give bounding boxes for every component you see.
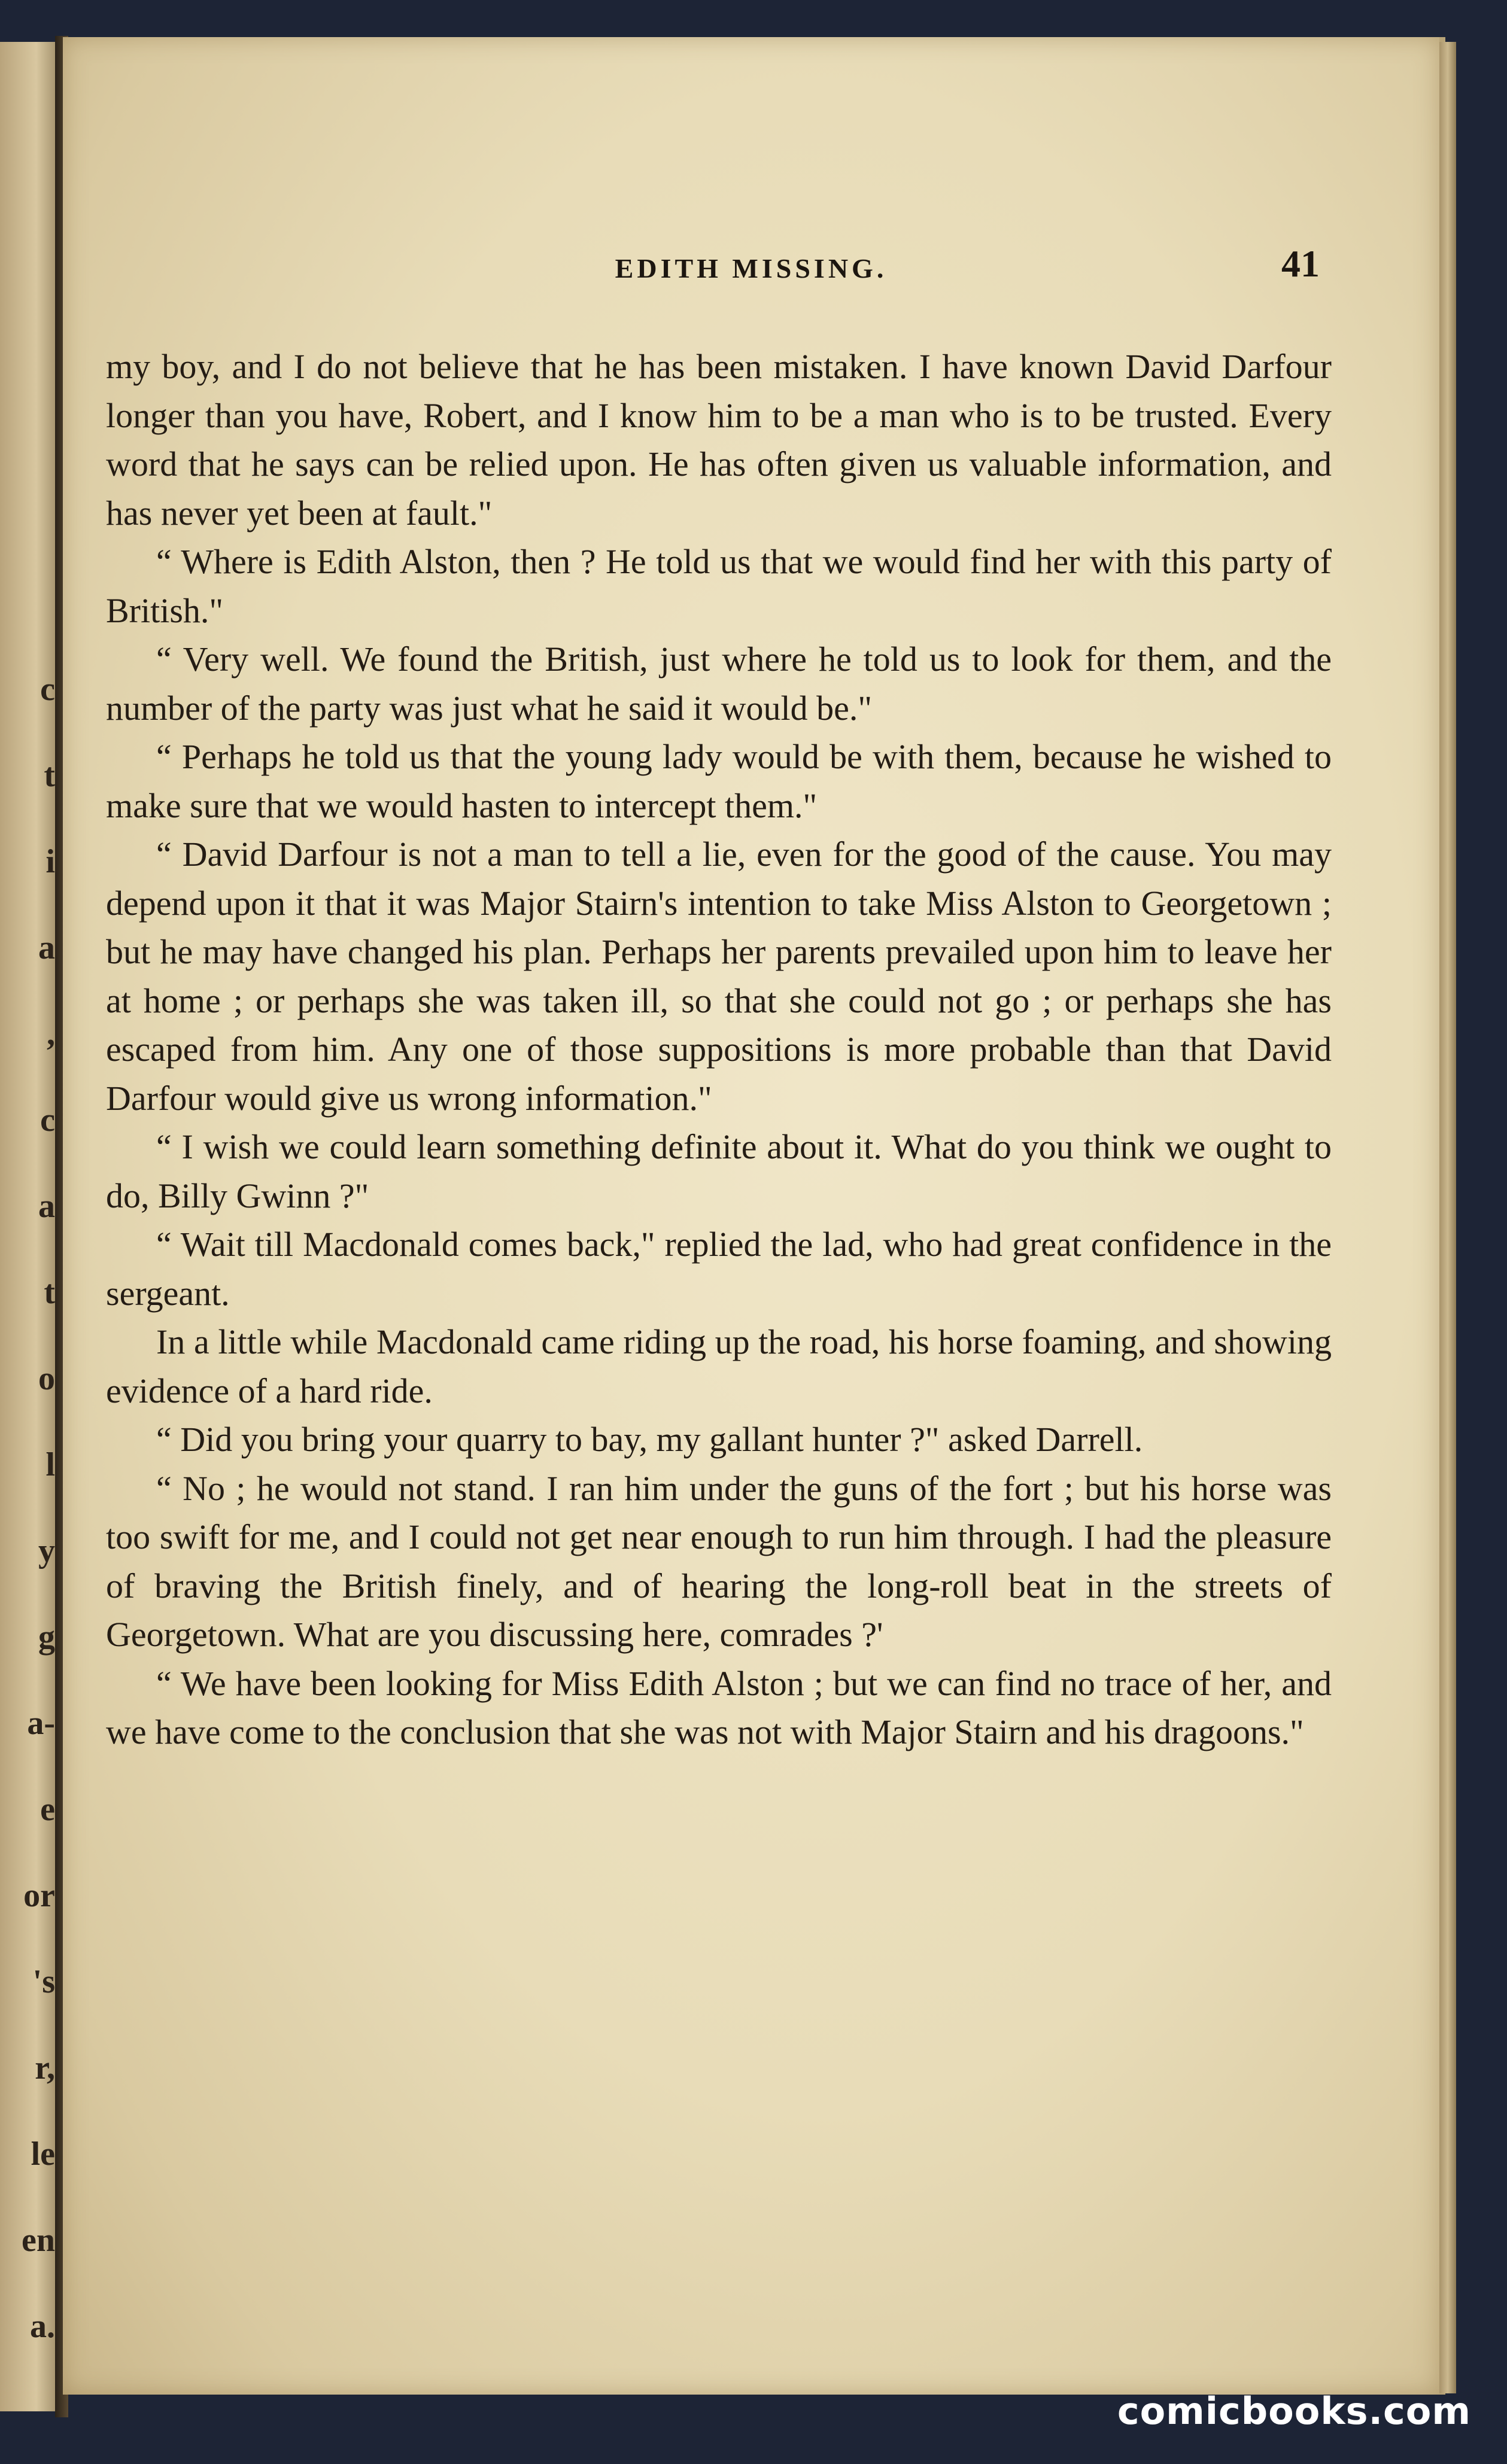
left-page-glyph: 's <box>32 1963 55 2000</box>
watermark-logo: comicbooks.com <box>1117 2389 1471 2433</box>
left-page-glyph: a <box>38 1188 55 1225</box>
paragraph: “ Wait till Macdonald comes back," replied the lad, who had great confidence in the sergeant. <box>106 1225 1332 1313</box>
running-head: EDITH MISSING. <box>615 253 888 284</box>
paragraph: my boy, and I do not believe that he has been mistaken. I have known David Darfour longer than you have, Robert, and I know him to be a man who is to be trusted. Every word that he says can be relied upon. He has often given us valuable information, and has never yet been at fault." <box>106 347 1332 533</box>
left-page-glyph: a <box>38 929 55 966</box>
left-page-glyph: le <box>31 2136 55 2173</box>
paragraph: “ Did you bring your quarry to bay, my gallant hunter ?" asked Darrell. <box>156 1420 1143 1459</box>
left-page-glyph: , <box>47 1015 55 1052</box>
left-page-glyph: c <box>40 671 55 708</box>
body-text <box>106 342 1332 1757</box>
paragraph: In a little while Macdonald came riding up the road, his horse foaming, and showing evidence of a hard ride. <box>106 1322 1332 1410</box>
left-page-glyph: i <box>45 843 55 880</box>
page-edge <box>1439 42 1456 2393</box>
left-page-glyph: a. <box>30 2308 55 2345</box>
left-page-glyph: c <box>40 1102 55 1139</box>
left-page-glyph: en <box>22 2222 55 2259</box>
paragraph: “ No ; he would not stand. I ran him under the guns of the fort ; but his horse was too swift for me, and I could not get near enough to run him through. I had the pleasure of braving the British finely, and of hearing the long-roll beat in the streets of Georgetown. What are you discussing here, comrades ?' <box>106 1468 1332 1654</box>
paragraph: “ David Darfour is not a man to tell a lie, even for the good of the cause. You may depend upon it that it was Major Stairn's intention to take Miss Alston to Georgetown ; but he may have changed his plan. Perhaps her parents prevailed upon him to leave her at home ; or perhaps she was taken ill, so that she could not go ; or perhaps she has escaped from him. Any one of those suppositions is more probable than that David Darfour would give us wrong information." <box>106 835 1332 1118</box>
left-page-glyph: o <box>38 1360 55 1397</box>
left-page-glyph: a- <box>27 1705 55 1742</box>
book-page <box>63 37 1445 2395</box>
left-page-glyph: or <box>23 1877 55 1914</box>
paragraph: “ Perhaps he told us that the young lady would be with them, because he wished to make sure that we would hasten to intercept them." <box>106 737 1332 825</box>
left-page-glyph: l <box>45 1446 55 1483</box>
paragraph: “ We have been looking for Miss Edith Alston ; but we can find no trace of her, and we have come to the conclusion that she was not with Major Stairn and his dragoons." <box>106 1663 1332 1751</box>
paragraph: “ I wish we could learn something definite about it. What do you think we ought to do, Billy Gwinn ?" <box>106 1127 1332 1215</box>
paragraph: “ Very well. We found the British, just where he told us to look for them, and the number of the party was just what he said it would be." <box>106 640 1332 728</box>
paragraph: “ Where is Edith Alston, then ? He told us that we would find her with this party of British." <box>106 542 1332 630</box>
left-page-glyph: t <box>44 1274 55 1311</box>
left-page-glyph: r, <box>35 2049 55 2086</box>
left-page-edge-text <box>6 42 57 2411</box>
left-page-glyph: e <box>40 1791 55 1828</box>
left-page-glyph: g <box>38 1619 55 1656</box>
page-number: 41 <box>1281 242 1320 285</box>
left-page-glyph: y <box>38 1532 55 1569</box>
left-page-glyph: t <box>44 757 55 794</box>
